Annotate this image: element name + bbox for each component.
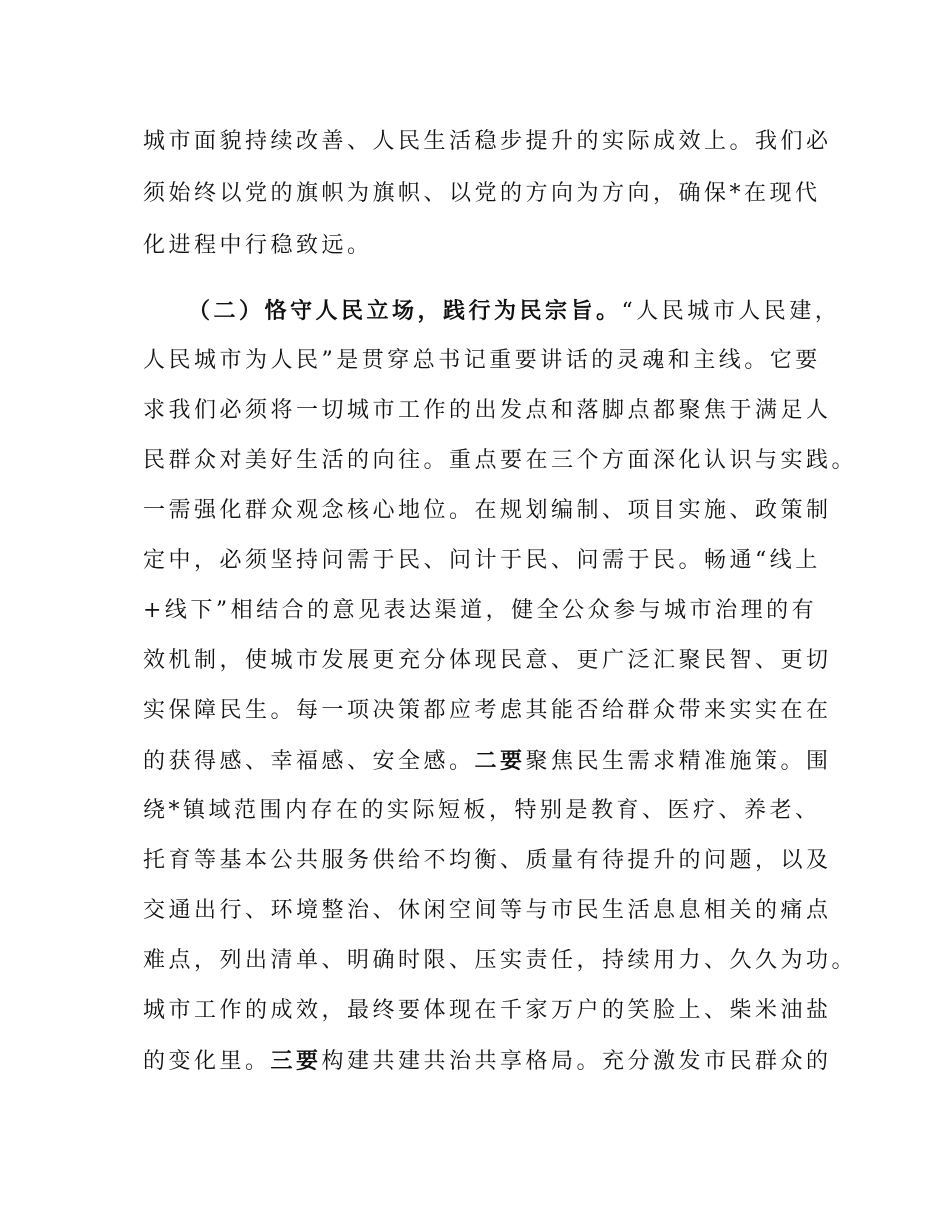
line-16-post: 构建共建共治共享格局。充分激发市民群众的 bbox=[321, 1049, 832, 1074]
section-heading: （二）恪守人民立场，践行为民宗旨。 bbox=[188, 298, 622, 324]
paragraph2-line-9: 实保障民生。每一项决策都应考虑其能否给群众带来实实在在 bbox=[143, 698, 832, 723]
paragraph2-line-7: +线下”相结合的意见表达渠道，健全公众参与城市治理的有 bbox=[143, 598, 818, 623]
point-two-label: 二要 bbox=[474, 748, 526, 774]
paragraph2-line-13: 交通出行、环境整治、休闲空间等与市民生活息息相关的痛点 bbox=[143, 898, 832, 923]
line-16-pre: 的变化里。 bbox=[143, 1049, 271, 1074]
paragraph2-line-1 bbox=[188, 297, 840, 326]
point-three-label: 三要 bbox=[270, 1048, 322, 1074]
paragraph2-line-6: 定中，必须坚持问需于民、问计于民、问需于民。畅通“线上 bbox=[143, 548, 821, 573]
paragraph2-line-10 bbox=[143, 747, 832, 776]
paragraph2-line-15: 城市工作的成效，最终要体现在千家万户的笑脸上、柴米油盐 bbox=[143, 998, 832, 1023]
paragraph2-line-8: 效机制，使城市发展更充分体现民意、更广泛汇聚民智、更切 bbox=[143, 648, 832, 673]
paragraph2-line-3: 求我们必须将一切城市工作的出发点和落脚点都聚焦于满足人 bbox=[143, 398, 832, 423]
paragraph2-line-4: 民群众对美好生活的向往。重点要在三个方面深化认识与实践。 bbox=[143, 448, 858, 473]
line-10-post: 聚焦民生需求精准施策。围 bbox=[525, 749, 832, 774]
paragraph1-line-3: 化进程中行稳致远。 bbox=[143, 233, 373, 258]
paragraph2-line-11: 绕*镇域范围内存在的实际短板，特别是教育、医疗、养老、 bbox=[143, 798, 821, 823]
paragraph1-line-1: 城市面貌持续改善、人民生活稳步提升的实际成效上。我们必 bbox=[143, 129, 832, 154]
paragraph2-line-1-rest: “人民城市人民建， bbox=[621, 299, 841, 324]
paragraph2-line-2: 人民城市为人民”是贯穿总书记重要讲话的灵魂和主线。它要 bbox=[143, 348, 821, 373]
paragraph2-line-12: 托育等基本公共服务供给不均衡、质量有待提升的问题，以及 bbox=[143, 848, 832, 873]
paragraph1-line-2: 须始终以党的旗帜为旗帜、以党的方向为方向，确保*在现代 bbox=[143, 181, 821, 206]
paragraph2-line-5: 一需强化群众观念核心地位。在规划编制、项目实施、政策制 bbox=[143, 498, 832, 523]
line-10-pre: 的获得感、幸福感、安全感。 bbox=[143, 749, 475, 774]
paragraph2-line-14: 难点，列出清单、明确时限、压实责任，持续用力、久久为功。 bbox=[143, 948, 858, 973]
paragraph2-line-16 bbox=[143, 1047, 832, 1076]
